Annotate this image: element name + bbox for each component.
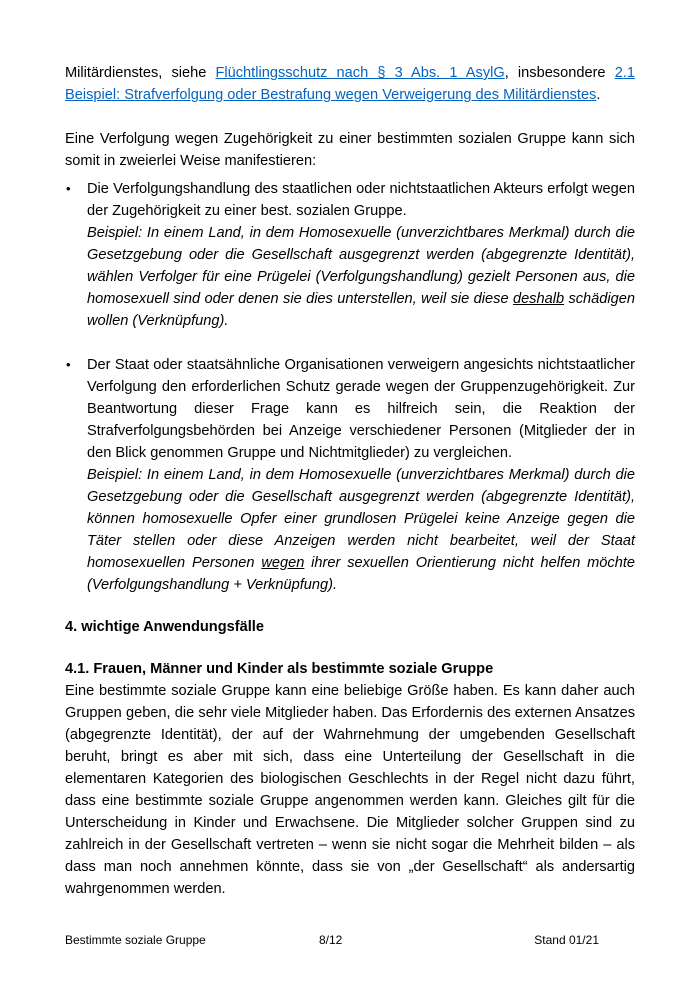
example-text-end: ihrer sexuellen Orientierung nicht helfen möchte (Verfolgungshandlung + Verknüpfung). <box>87 555 636 593</box>
document-page <box>65 62 635 900</box>
page-footer <box>65 931 635 949</box>
example-emphasis: wegen <box>261 555 305 571</box>
bullet-example <box>87 222 635 332</box>
section-4-1-body: Eine bestimmte soziale Gruppe kann eine beliebige Größe haben. Es kann daher auch Gruppen geben, die sehr viele Mitglieder haben. Das Erfordernis des externen Ansatzes (abgegrenzte Identität), der auf der Wahrnehmung der umgebenden Gesellschaft beruht, bringt es aber mit sich, dass eine Unterteilung der Gesellschaft in die elementaren Kategorien des biologischen Geschlechts in der Regel nicht dazu führt, dass eine bestimmte soziale Gruppe angenommen werden kann. Gleiches gilt für die Unterscheidung in Kinder und Erwachsene. Die Mitglieder solcher Gruppen sind zu zahlreich in der Gesellschaft vertreten – wenn sie nicht sogar die Mehrheit bilden – als dass man noch annehmen könnte, dass sie von „der Gesellschaft“ als andersartig wahrgenommen werden. <box>65 683 635 897</box>
bullet-icon: • <box>66 357 71 372</box>
bullet-text: Der Staat oder staatsähnliche Organisationen verweigern angesichts nichtstaatlicher Verfolgung den erforderlichen Schutz gerade wegen der Gruppenzugehörigkeit. Zur Beantwortung dieser Frage kann es hilfreich sein, die Reaktion der Strafverfolgungsbehörden bei Anzeige verschiedener Personen (Mitglieder der in den Blick genommen Gruppe und Nichtmitglieder) zu vergleichen. <box>87 357 635 461</box>
bullet-icon: • <box>66 181 71 196</box>
page-number: 8/12 <box>319 933 343 947</box>
footer-title: Bestimmte soziale Gruppe <box>65 933 206 947</box>
bullet-text: Die Verfolgungshandlung des staatlichen oder nichtstaatlichen Akteurs erfolgt wegen der Zugehörigkeit zu einer best. sozialen Gruppe. <box>87 181 635 219</box>
example-text: Beispiel: In einem Land, in dem Homosexuelle (unverzichtbares Merkmal) durch die Gesetzgebung oder die Gesellschaft ausgegrenzt werden (abgegrenzte Identität), können homosexuelle Opfer einer grundlosen Prügelei keine Anzeige gegen die Täter stellen oder diese Anzeigen werden nicht bearbeitet, weil der Staat homosexuellen Personen <box>87 467 635 571</box>
section-4-heading: 4. wichtige Anwendungsfälle <box>65 619 264 635</box>
list-item <box>65 354 635 596</box>
example-emphasis: deshalb <box>512 291 565 307</box>
footer-date: Stand 01/21 <box>534 933 599 947</box>
intro-text-3: . <box>596 87 601 103</box>
bullet-list <box>65 178 635 596</box>
example-text-end: schädigen wollen (Verknüpfung). <box>87 291 635 329</box>
intro-paragraph <box>65 62 635 106</box>
list-item <box>65 178 635 332</box>
bullet-example <box>87 464 635 596</box>
example-text: Beispiel: In einem Land, in dem Homosexuelle (unverzichtbares Merkmal) durch die Gesetzgebung oder die Gesellschaft ausgegrenzt werden (abgegrenzte Identität), wählen Verfolger für eine Prügelei (Verfolgungshandlung) gezielt Personen aus, die homosexuell sind oder denen sie dies unterstellen, weil sie diese <box>87 225 635 307</box>
link-fluechtlingsschutz[interactable]: Flüchtlingsschutz nach § 3 Abs. 1 AsylG <box>215 65 505 81</box>
link-beispiel-strafverfolgung[interactable]: 2.1 Beispiel: Strafverfolgung oder Bestrafung wegen Verweigerung des Militärdienstes <box>65 65 635 103</box>
intro-text-2: , insbesondere <box>504 65 615 81</box>
manifest-paragraph: Eine Verfolgung wegen Zugehörigkeit zu einer bestimmten sozialen Gruppe kann sich somit in zweierlei Weise manifestieren: <box>65 131 635 169</box>
section-4-1-heading: 4.1. Frauen, Männer und Kinder als bestimmte soziale Gruppe <box>65 661 494 677</box>
intro-text-1: Militärdienstes, siehe <box>65 65 216 81</box>
